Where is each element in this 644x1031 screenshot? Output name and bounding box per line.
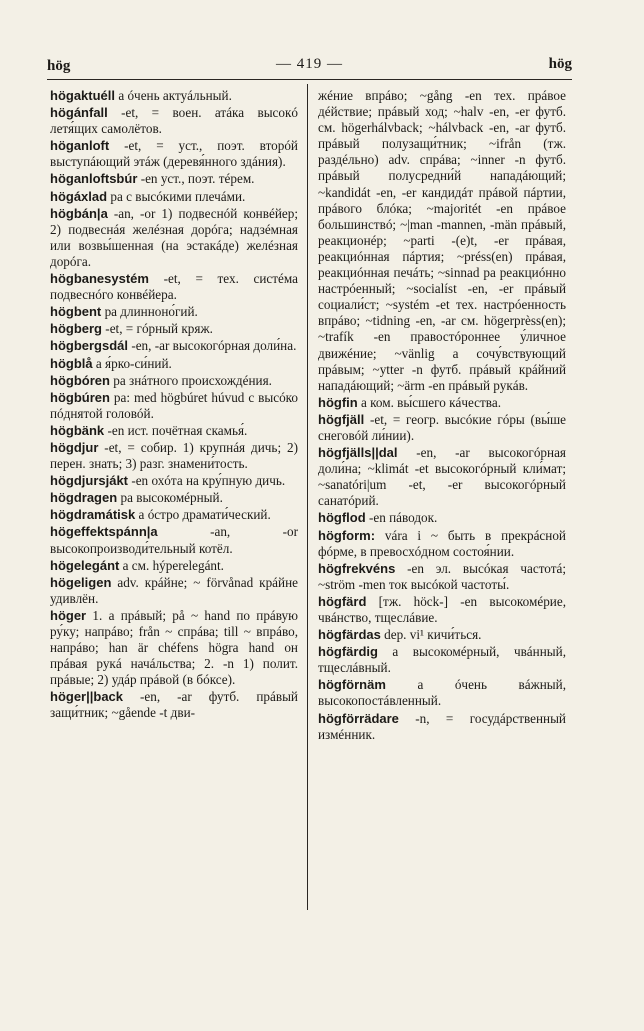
dictionary-entry <box>318 627 566 643</box>
dictionary-entry <box>318 711 566 743</box>
definition: a я́рко-си́ний. <box>92 355 172 371</box>
page-header <box>47 54 572 78</box>
definition: pa с высóкими плечáми. <box>107 188 246 204</box>
definition: a óчень актуáльный. <box>115 88 232 103</box>
definition: -en уст., поэт. тéрем. <box>137 171 255 187</box>
dictionary-entry <box>318 677 566 709</box>
definition: pa длинноно́гий. <box>101 304 198 320</box>
definition: -et, = собир. 1) крупнáя дичь; 2) перен. знать; 3) разг. знамени́тость. <box>50 439 298 472</box>
headword: högform: <box>318 527 376 543</box>
dictionary-entry <box>318 561 566 593</box>
headword: högdjur <box>50 439 99 455</box>
definition: a ком. вы́сшего кáчества. <box>357 394 501 410</box>
headword: högförrädare <box>318 710 399 726</box>
definition: a см. hýperelegánt. <box>119 557 224 573</box>
dictionary-entry <box>50 88 298 104</box>
definition: vára i ~ быть в прекрáсной фóрме, в превосхóдном состоя́нии. <box>318 527 566 559</box>
dictionary-entry <box>318 644 566 676</box>
dictionary-entry <box>50 304 298 320</box>
dictionary-entry <box>318 445 566 509</box>
definition: -en ист. почётная скамья́. <box>104 422 248 438</box>
dictionary-entry <box>50 490 298 506</box>
definition: dep. vi¹ кичи́ться. <box>380 627 482 643</box>
dictionary-entry <box>50 440 298 472</box>
definition: -et, = уст., поэт. вторóй выступáющий этáж (деревя́нного здáния). <box>50 138 298 170</box>
header-right-guideword: hög <box>548 56 572 72</box>
dictionary-entry <box>50 423 298 439</box>
dictionary-entry <box>50 524 298 556</box>
left-column <box>50 88 298 723</box>
dictionary-entry <box>318 88 566 394</box>
definition: -en охóта на кру́пную дичь. <box>128 473 286 489</box>
headword: högeffektspánn|a <box>50 524 158 540</box>
definition: pa: med högbúret húvud с высóко пóднятой головóй. <box>50 389 298 421</box>
definition: жéние впрáво; ~gång -en тех. прáвое дéйствие; прáвый ход; ~halv -en, -er футб. см. högerhálvback; ~hálvback -en, -ar футб. прáвый полузащи́тник; ~ifrån (тж. раздéльно) adv. спрáва; ~inner -n футб. прáвый полусредни́й нападáющий; ~kandidát -en, -er кандидáт прáвой пáртии, прáвого блóка; ~majoritét -en прáвое большинствó; ~|man -mannen, -män прáвый, реакционéр; ~parti -(e)t, -er прáвая, реакциóнная пáртия; ~préss(en) прáвая, реакциóнная печáть; ~sinnad pa реакциóнно настрóенный; ~socialíst -en, -er прáвый социали́ст; ~systém -et тех. настрóенность впрáво; ~tidning -en, -ar см. högerprèss(en); ~trafík -en правостóроннее у́личное движéние; ~vänlig a сочу́вствующий прáвым; ~ytter -n футб. прáвый крáйний нападáющий; ~ärm -en прáвый рукáв. <box>318 88 566 393</box>
definition: -et, = гóрный кряж. <box>102 321 213 337</box>
headword: höger <box>50 607 87 623</box>
headword: högbanesystém <box>50 271 149 287</box>
headword: högbán|a <box>50 205 108 221</box>
dictionary-entry <box>50 138 298 170</box>
definition: -en, -ar высокогóрная доли́на. <box>128 338 297 354</box>
definition: -an, -or высокопроизводи́тельный котёл. <box>50 524 298 556</box>
headword: högblå <box>50 355 93 371</box>
headword: höger||back <box>50 689 124 705</box>
headword: högelegánt <box>50 557 120 573</box>
definition: -et, = тех. систéма подвеснóго конвéйера. <box>50 271 298 303</box>
headword: högáxlad <box>50 188 108 204</box>
right-column <box>318 88 566 744</box>
dictionary-entry <box>50 171 298 187</box>
definition: a высокомéрный, чвáнный, тщеслáвный. <box>318 644 566 676</box>
headword: högberg <box>50 321 102 337</box>
dictionary-entry <box>50 356 298 372</box>
dictionary-entry <box>50 189 298 205</box>
dictionary-entry <box>50 608 298 688</box>
headword: högdramátisk <box>50 507 136 523</box>
dictionary-entry <box>50 321 298 337</box>
headword: högfjäll <box>318 411 365 427</box>
headword: högbänk <box>50 422 105 438</box>
dictionary-entry <box>318 510 566 526</box>
headword: högaktuéll <box>50 88 116 103</box>
headword: högbóren <box>50 372 110 388</box>
dictionary-entry <box>50 473 298 489</box>
dictionary-entry <box>50 507 298 523</box>
dictionary-entry <box>318 395 566 411</box>
definition: -et, = воен. атáка высокó летя́щих самолётов. <box>50 105 298 137</box>
dictionary-entry <box>50 390 298 422</box>
headword: högdjursjákt <box>50 473 129 489</box>
header-left-guideword: hög <box>47 58 71 74</box>
definition: 1. a прáвый; på ~ hand по прáвую ру́ку; напрáво; från ~ спрáва; till ~ впрáво, напрáво; han är chéfens högra hand он прáвая рукá начáльства; 2. -n 1) полит. прáвые; 2) удáр прáвой (в бóксе). <box>50 607 298 688</box>
dictionary-entry <box>50 575 298 607</box>
definition: pa высокомéрный. <box>117 490 223 506</box>
dictionary-entry <box>50 689 298 721</box>
header-rule <box>47 79 572 80</box>
definition: [тж. höck-] -en высокомéрие, чвáнство, тщеслáвие. <box>318 593 566 625</box>
dictionary-entry <box>318 412 566 444</box>
dictionary-entry <box>50 271 298 303</box>
definition: a óчень вáжный, высокопостáвленный. <box>318 677 566 709</box>
definition: -et, = геогр. высóкие гóры (вы́ше снеговóй ли́нии). <box>318 411 566 443</box>
headword: högförnäm <box>318 677 386 693</box>
headword: högbergsdál <box>50 338 129 354</box>
definition: adv. крáйне; ~ förvånad крáйне удивлён. <box>50 574 298 606</box>
dictionary-entry <box>318 528 566 560</box>
headword: högfrekvéns <box>318 560 396 576</box>
dictionary-entry <box>50 338 298 354</box>
definition: a óстро драмати́ческий. <box>135 507 271 523</box>
headword: högbúren <box>50 389 110 405</box>
dictionary-entry <box>50 105 298 137</box>
headword: högfärdas <box>318 627 381 643</box>
dictionary-entry <box>50 558 298 574</box>
headword: högbent <box>50 304 102 320</box>
dictionary-entry <box>50 206 298 270</box>
definition: -en, -ar высокогóрная доли́на; ~klimát -et высокогóрный кли́мат; ~sanatóri|um -et, -er высокогóрный санатóрий. <box>318 445 566 509</box>
definition: -en, -ar футб. прáвый защи́тник; ~gående -t дви- <box>50 689 298 721</box>
headword: högdragen <box>50 490 118 506</box>
headword: högeligen <box>50 574 112 590</box>
page-number: — 419 — <box>276 56 343 72</box>
definition: -en эл. высóкая частотá; ~ström -men ток высóкой частоты́. <box>318 560 566 592</box>
definition: pa знáтного происхождéния. <box>109 372 272 388</box>
definition: -en пáводок. <box>365 510 438 526</box>
definition: -an, -or 1) подвеснóй конвéйер; 2) подвеснáя желéзная дорóга; надзéмная или возвы́шенная (на эстакáде) желéзная дорóга. <box>50 205 298 269</box>
headword: högfjälls||dal <box>318 445 398 461</box>
headword: höganloft <box>50 138 110 154</box>
definition: -n, = госудáрственный измéнник. <box>318 710 566 742</box>
headword: högánfall <box>50 105 108 121</box>
dictionary-entry <box>50 373 298 389</box>
headword: högfärd <box>318 593 367 609</box>
headword: högflod <box>318 510 366 526</box>
headword: högfärdig <box>318 644 378 660</box>
column-divider <box>307 84 308 910</box>
dictionary-entry <box>318 594 566 626</box>
headword: höganloftsbúr <box>50 171 138 187</box>
headword: högfin <box>318 394 358 410</box>
